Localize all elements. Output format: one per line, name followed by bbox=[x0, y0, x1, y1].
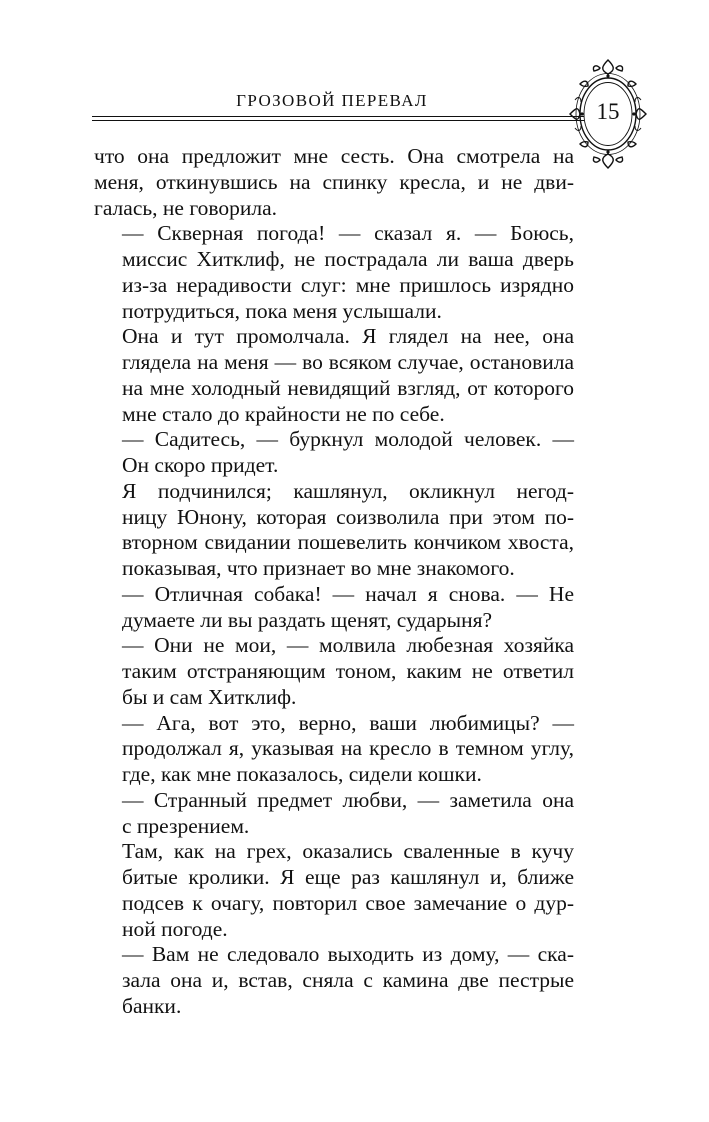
paragraph bbox=[94, 942, 574, 1019]
text-line: — Странный предмет любви, — заметила она bbox=[122, 787, 574, 812]
text-line: банки. bbox=[122, 993, 182, 1018]
text-line: ницу Юнону, которая соизволила при этом по- bbox=[122, 504, 574, 529]
text-line: на мне холодный невидящий взгляд, от которого bbox=[122, 375, 574, 400]
text-line: — Отличная собака! — начал я снова. — Не bbox=[122, 581, 574, 606]
text-line: продолжал я, указывая на кресло в темном углу, bbox=[122, 736, 574, 761]
text-line: Там, как на грех, оказались сваленные в кучу bbox=[122, 839, 574, 864]
text-line: галась, не говорила. bbox=[94, 195, 278, 220]
paragraph bbox=[94, 144, 574, 221]
text-line: бы и сам Хитклиф. bbox=[122, 684, 297, 709]
text-line: глядела на меня — во всяком случае, остановила bbox=[122, 350, 574, 374]
text-line: думаете ли вы раздать щенят, сударыня? bbox=[122, 607, 493, 632]
text-body bbox=[94, 144, 574, 1020]
text-line: — Садитесь, — буркнул молодой человек. — bbox=[122, 427, 574, 452]
text-line: вторном свидании пошевелить кончиком хвоста, bbox=[122, 530, 574, 555]
paragraph bbox=[94, 788, 574, 840]
paragraph bbox=[94, 221, 574, 324]
text-line: ной погоде. bbox=[122, 916, 228, 941]
text-line: зала она и, встав, сняла с камина две пестрые bbox=[122, 968, 574, 992]
text-line: мне стало до крайности не по себе. bbox=[122, 401, 445, 426]
text-line: показывая, что признает во мне знакомого. bbox=[122, 556, 515, 580]
text-line: меня, откинувшись на спинку кресла, и не дви- bbox=[94, 169, 574, 194]
paragraph bbox=[94, 582, 574, 634]
text-line: что она предложит мне сесть. Она смотрела на bbox=[94, 144, 574, 168]
text-line: таким отстраняющим тоном, каким не ответил bbox=[122, 659, 574, 683]
text-line: подсев к очагу, повторил свое замечание о дур- bbox=[122, 890, 574, 915]
paragraph bbox=[94, 324, 574, 427]
text-line: битые кролики. Я еще раз кашлянул и, ближе bbox=[122, 865, 574, 889]
running-title: ГРОЗОВОЙ ПЕРЕВАЛ bbox=[236, 91, 428, 110]
text-line: — Вам не следовало выходить из дому, — ска- bbox=[122, 942, 574, 967]
paragraph bbox=[94, 711, 574, 788]
paragraph bbox=[94, 427, 574, 479]
text-line: где, как мне показалось, сидели кошки. bbox=[122, 762, 482, 786]
text-line: из-за нерадивости слуг: мне пришлось изрядно bbox=[122, 272, 574, 297]
text-line: Я подчинился; кашлянул, окликнул негод- bbox=[122, 478, 574, 503]
text-line: потрудиться, пока меня услышали. bbox=[122, 298, 442, 323]
header-rule-thin bbox=[92, 120, 584, 121]
header-rule bbox=[92, 116, 584, 117]
text-line: с презрением. bbox=[122, 813, 250, 838]
text-line: Она и тут промолчала. Я глядел на нее, она bbox=[122, 324, 574, 349]
text-line: Он скоро придет. bbox=[122, 453, 279, 477]
text-line: миссис Хитклиф, не пострадала ли ваша дверь bbox=[122, 247, 574, 271]
text-line: — Ага, вот это, верно, ваши любимицы? — bbox=[122, 710, 574, 735]
text-line: — Скверная погода! — сказал я. — Боюсь, bbox=[122, 221, 574, 246]
paragraph bbox=[94, 839, 574, 942]
page-number: 15 bbox=[596, 99, 620, 124]
text-line: — Они не мои, — молвила любезная хозяйка bbox=[122, 633, 574, 658]
paragraph bbox=[94, 633, 574, 710]
paragraph bbox=[94, 479, 574, 582]
